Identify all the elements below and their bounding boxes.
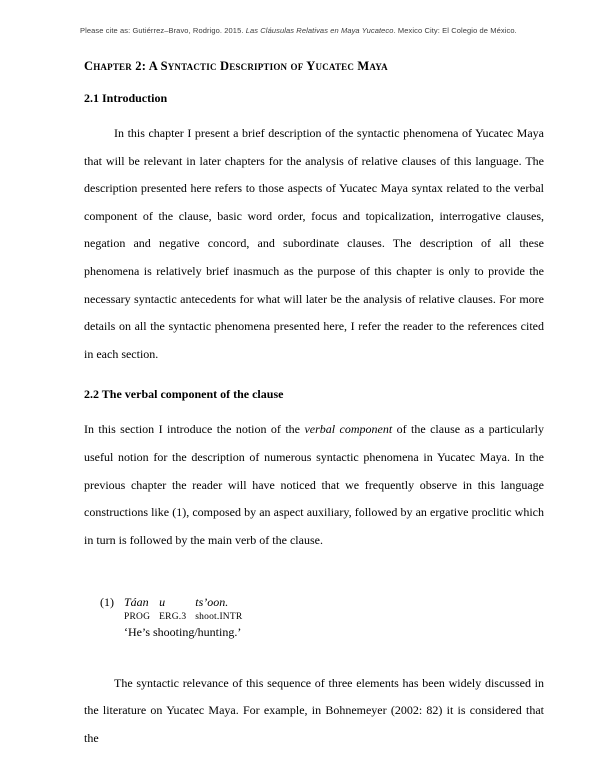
chapter-heading: Chapter 2: A Syntactic Description of Yucatec Maya [84, 59, 388, 73]
example-translation: ‘He’s shooting/hunting.’ [124, 625, 242, 640]
citation-book-title: Las Cláusulas Relativas en Maya Yucateco [245, 26, 394, 35]
example-word-1: Táan [124, 595, 149, 610]
linguistic-example-1 [100, 596, 544, 640]
example-gloss-3: shoot.INTR [195, 611, 243, 622]
citation-suffix: . Mexico City: El Colegio de México. [393, 26, 517, 35]
section-heading-2-2: 2.2 The verbal component of the clause [84, 387, 284, 402]
example-word-3: ts’oon. [195, 595, 229, 610]
paragraph-introduction: In this chapter I present a brief description of the syntactic phenomena of Yucatec Maya that will be relevant in later chapters for the analysis of relative clauses of this language. The description presented here refers to those aspects of Yucatec Maya syntax related to the verbal component of the clause, basic word order, focus and topicalization, interrogative clauses, negation and negative concord, and subordinate clauses. The description of all these phenomena is relatively brief inasmuch as the purpose of this chapter is only to provide the necessary syntactic antecedents for what will later be the analysis of relative clauses. For more details on all the syntactic phenomena presented here, I refer the reader to the references cited in each section. [84, 126, 544, 361]
paragraph-verbal-component [84, 416, 544, 554]
example-number: (1) [100, 595, 114, 610]
example-gloss-2: ERG.3 [159, 611, 187, 622]
citation-header [80, 26, 544, 35]
paragraph-verbal-component-text-1: In this section I introduce the notion of the [84, 422, 305, 437]
citation-prefix: Please cite as: Gutiérrez–Bravo, Rodrigo. 2015. [80, 26, 246, 35]
section-heading-2-1: 2.1 Introduction [84, 91, 168, 105]
example-gloss-1: PROG [124, 611, 151, 622]
paragraph-verbal-component-text-2: of the clause as a particularly useful notion for the description of numerous syntactic phenomena in Yucatec Maya. In the previous chapter the reader will have noticed that we frequently observe in this language constructions like (1), composed by an aspect auxiliary, followed by an ergative proclitic which in turn is followed by the main verb of the clause. [84, 422, 544, 547]
example-column-3 [195, 596, 242, 624]
example-interlinear-row [100, 596, 544, 624]
paragraph-closing: The syntactic relevance of this sequence of three elements has been widely discussed in the literature on Yucatec Maya. For example, in Bohnemeyer (2002: 82) it is considered that the [84, 675, 544, 745]
example-word-2: u [159, 595, 166, 610]
paragraph-verbal-component-emphasis: verbal component [304, 422, 393, 437]
example-column-2 [159, 596, 186, 624]
example-column-1 [124, 596, 150, 624]
